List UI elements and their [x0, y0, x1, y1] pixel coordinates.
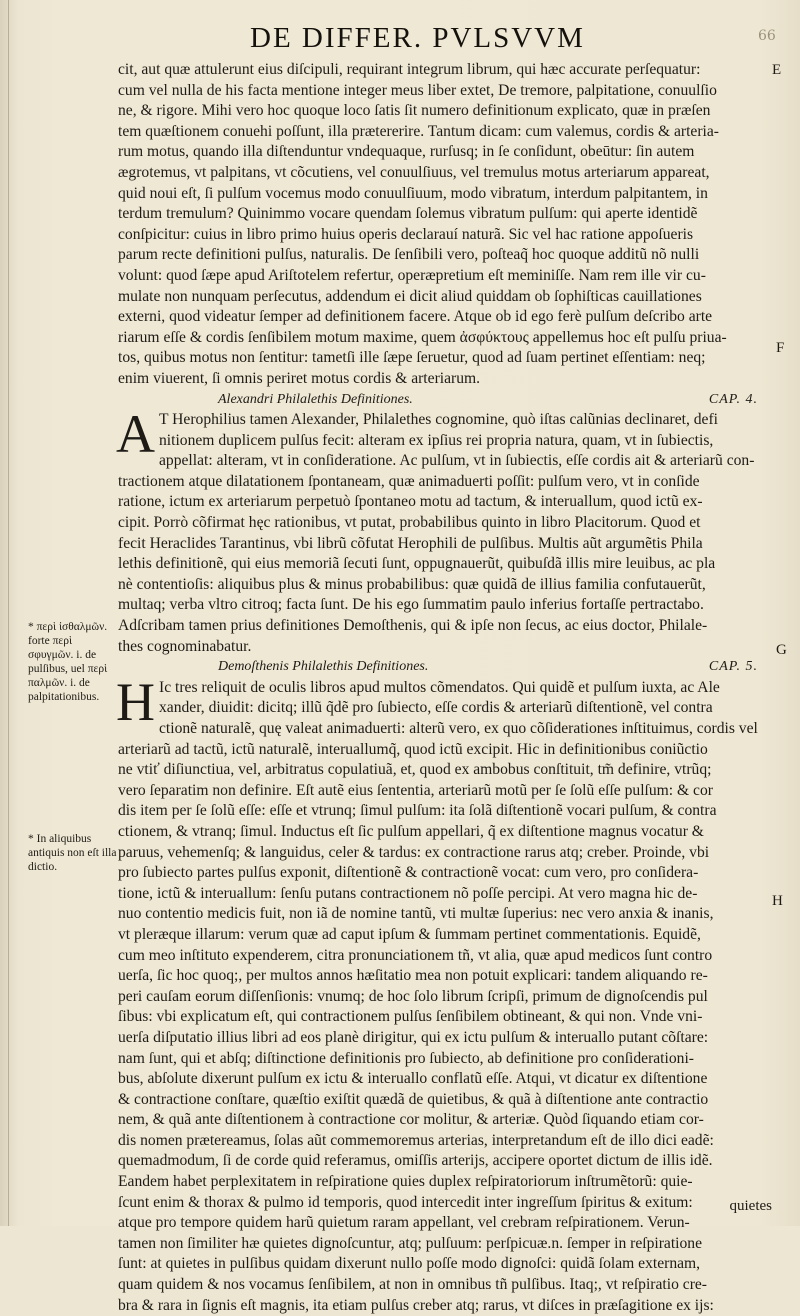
text-line: ſcunt enim & thorax & pulmo id temporis, quod intercedit inter ingreſſum ſpiritus & exitum:	[118, 1193, 693, 1211]
text-line: conſpicitur: cuius in libro primo huius operis declarauí naturã. Sic vel hac ratione appoſueris	[118, 225, 694, 243]
page-edge	[8, 0, 9, 1226]
text-line: Eandem habet perplexitatem in reſpiratione quies duplex reſpiratoriorum inſtrumẽtorũ: quie-	[118, 1173, 693, 1191]
text-line: dis item per ſe ſolũ eſſe: eſſe et vtrunq; ſimul pulſum: ita ſolã diſtentionẽ vocari pulſum, & contra	[118, 802, 717, 820]
text-line: vt pleræque illarum: verum quæ ad caput ipſum & ſummam pertinet commentationis. Equidẽ,	[118, 925, 701, 943]
text-line: nam ſunt, qui et abſq; diſtinctione definitionis pro ſubiecto, ab definitione pro conſiderationi-	[118, 1049, 694, 1067]
text-line: bus, abſolute dixerunt pulſum ex ictu & interuallo conflatũ eſſe. Atqui, vt dicatur ex diſtentione	[118, 1070, 708, 1088]
heading-demosthenes	[118, 657, 768, 678]
text-line: dis nomen prætereamus, ſolas aũt commemoremus arterias, interpretandum eſt de illo dici eadẽ:	[118, 1131, 714, 1149]
margin-letter-e: E	[772, 62, 782, 78]
text-line: atque pro tempore quidem harũ quietum raram appellant, vel crebram reſpirationem. Verun-	[118, 1214, 690, 1232]
text-line: vero ſeparatim non definire. Eſt autẽ eius ſententia, arteriarũ motũ per ſe ſolũ eſſe pulſum: & cor	[118, 781, 713, 799]
heading-alexander-cap: CAP. 4.	[708, 391, 758, 407]
text-line: nitionem duplicem pulſus fecit: alteram ex ipſius rei propria natura, quam, vt in ſubiectis,	[159, 431, 714, 449]
text-line: lethis definitionẽ, qui eius memoriã ſecuti ſunt, oppugnauerũt, quibuſdã illis mire leuibus, ac pla	[118, 555, 716, 573]
text-line: terdum tremulum? Quinimmo vocare quendam ſolemus vibratum pulſum: qui aperte identidẽ	[118, 205, 698, 223]
text-line: mulate non nunquam perſecutus, addendum ei dicit aliud quiddam ob ſophiſticas cauillationes	[118, 287, 702, 305]
text-line: cipit. Porrò cõfirmat hęc rationibus, vt putat, probabilibus quinto in libro Placitorum. Quod et	[118, 514, 701, 532]
text-line: quemadmodum, ſi de corde quid referamus, omiſſis arterijs, accipere oportet dictum de illis idẽ.	[118, 1152, 713, 1170]
margin-letter-f: F	[776, 340, 785, 356]
text-line: uerſa diſputatio illius libri ad eos planè dirigitur, qui ex ictu pulſum & interuallo putant cõſtare:	[118, 1028, 709, 1046]
heading-alexander	[118, 390, 768, 411]
dropcap-h: H	[116, 671, 155, 732]
text-line: fecit Heraclides Tarantinus, vbi librũ cõfutat Herophili de pulſibus. Multis aũt argumẽtis Phila	[118, 534, 703, 552]
text-line: tione, ictũ & interuallum: ſenſu putans contractionem nõ poſſe percipi. At vero magna hic de-	[118, 884, 698, 902]
text-line: cum vel nulla de his facta mentione integer meus liber extet, De tremore, palpitatione, conuulſio	[118, 81, 717, 99]
text-line: cit, aut quæ attulerunt eius diſcipuli, requirant integrum librum, qui hæc accurate perſequatur:	[118, 61, 701, 78]
margin-note-1: * περὶ ἰσθαλμῶν. forte περὶ σφυγμῶν. i. de pulſibus, uel περὶ παλμῶν. i. de palpitationibus.	[28, 621, 108, 703]
text-line: & contractione conſtare, quæſtio exiſtit quædã de quietibus, & quã à diſtentione ante contractio	[118, 1090, 709, 1108]
text-line: cum meo inſtituto expenderem, citra pronunciationem tñ, vt alia, quæ apud medicos ſunt contro	[118, 946, 713, 964]
margin-letter-g: G	[776, 642, 787, 658]
text-line: ne, & rigore. Mihi vero hoc quoque loco ſatis ſit numero definitionum explicato, quæ in præſen	[118, 102, 711, 120]
text-line: parum recte definitioni pulſus, naturalis. De ſenſibili vero, poſteaq̃ hoc quoque additũ nõ nulli	[118, 246, 700, 264]
text-line: multaq; verba vltro citroq; facta ſunt. De his ego ſummatim paulo inferius fortaſſe pertractabo.	[118, 596, 704, 614]
body-text	[118, 60, 768, 1316]
text-line: ratione, ictum ex arteriarum perpetuò ſpontaneo motu ad tactum, & interuallum, quod ictũ ex-	[118, 493, 703, 511]
text-line: paruus, vehemenſq; & languidus, celer & tardus: ex contractione rarus atq; creber. Proinde, vbi	[118, 843, 710, 861]
text-line: nem, & quã ante diſtentionem à contractione cor molitur, & arteriæ. Quòd ſiquando etiam cor-	[118, 1111, 704, 1129]
text-line: bra & rara in ſignis eſt magnis, ita etiam pulſus creber atq; rarus, vt diſces in præſagitione ex ijs:	[118, 1296, 714, 1314]
text-line: riarum eſſe & cordis ſenſibilem motum maxime, quem ἀσφύκτους appellemus hoc eſt pulſu priua-	[118, 328, 727, 346]
text-line: tractionem atque dilatationem ſpontaneam, quæ animaduerti poſſit: pulſum vero, vt in conſide	[118, 472, 700, 490]
text-line: ſibus: vbi explicatum eſt, qui contractionem pulſus ſenſibilem obtineant, & qui non. Vnde vni-	[118, 1008, 703, 1026]
heading-demosthenes-title: Demoſthenis Philalethis Definitiones.	[218, 659, 429, 675]
text-line: uerſa, ſic hoc quoq;, per multos annos hæſitatio mea non potuit explicari: tandem aliquando re-	[118, 967, 708, 985]
text-line: quid noui eſt, ſi pulſum vocemus modo conuulſiuum, modo vibratum, interdum palpitantem, in	[118, 184, 708, 202]
text-line: rum motus, quando illa diſtenduntur vndequaque, rurſusq; in ſe conſidunt, obeūtur: ſin autem	[118, 143, 695, 161]
text-line: xander, diuidit: dicitq; illũ q̃dẽ pro ſubiecto, eſſe cordis & arteriarũ diſtentionẽ, vel contra	[159, 699, 713, 717]
text-line: nè contentioſis: aliquibus plus & minus probabilibus: quæ quidã de illius familia confutauerũt,	[118, 575, 706, 593]
text-line: nuo contentio medicis fuit, non iã de nomine tantũ, vti multæ ſuperius: nec vero anxia & inanis,	[118, 905, 714, 923]
heading-demosthenes-cap: CAP. 5.	[708, 659, 758, 675]
text-line: enim viuerent, ſi omnis periret motus cordis & arteriarum.	[118, 369, 481, 387]
text-line: volunt: quod ſæpe apud Ariſtotelem refertur, operæpretium eſt meminiſſe. Nam rem ille vir cu-	[118, 266, 706, 284]
running-head: DE DIFFER. PVLSVVM	[250, 22, 585, 54]
section-3	[116, 671, 768, 1316]
text-line: thes cognominabatur.	[118, 637, 252, 655]
dropcap-a: A	[116, 404, 155, 465]
text-line: ægrotemus, vt palpitans, vt cõcutiens, vel conuulſiuus, vel tremulus motus arteriarum appareat,	[118, 163, 710, 181]
text-line: pro ſubiecto partes pulſus exponit, diſtentionẽ & contractionẽ vocat: cum vero, pro conſidera-	[118, 864, 699, 882]
text-line: tem quæſtionem conuehi poſſunt, illa prætererire. Tantum dicam: cum valemus, cordis & arteria-	[118, 122, 719, 140]
margin-letter-h: H	[772, 893, 783, 909]
text-line: ctionẽ naturalẽ, quę valeat animaduerti: alterũ vero, ex quo cõſiderationes inſtituimus, cordis vel	[159, 720, 758, 737]
text-line: quam quidem & nos vocamus ſenſibilem, at non in omnibus tñ pulſibus. Itaq;, vt reſpiratio cre-	[118, 1276, 707, 1294]
section-2	[116, 404, 768, 657]
text-line: ctionem, & vtranq; ſimul. Inductus eſt ſic pulſum appellari, q̃ ex diſtentione magnus vocatur &	[118, 822, 704, 840]
text-line: ne vtiť diſiunctiua, vel, arbitratus copulatiuã, et, quod ex ambobus conſtituit, tm̃ definire, vtrũq;	[118, 761, 712, 779]
folio: 66	[758, 28, 776, 44]
catchword: quietes	[729, 1198, 772, 1214]
text-line: arteriarũ ad tactũ, ictũ naturalẽ, interuallumq̃, quod ictũ excipit. Hic in definitionibus coniũctio	[118, 740, 708, 758]
section-1	[118, 60, 768, 390]
text-line: peri cauſam eorum diſſenſionis: vnumq; de hoc ſolo librum ſcripſi, primum de dignoſcendis pul	[118, 987, 708, 1005]
text-line: Ic tres reliquit de oculis libros apud multos cõmendatos. Qui quidẽ et pulſum iuxta, ac Ale	[159, 678, 720, 696]
text-line: tamen non ſimiliter hæ quietes dignoſcuntur, atq; pulſuum: perſpicuæ.n. ſemper in reſpiratione	[118, 1234, 703, 1252]
text-line: ſunt: at quietes in pulſibus quidam dixerunt nullo poſſe modo dignoſci: quidã ſolam externam,	[118, 1255, 701, 1273]
text-line: externi, quod videatur ſemper ad definitionem facere. Atque ob id ego ferè pulſum deſcribo arte	[118, 308, 713, 326]
text-line: T Herophilius tamen Alexander, Philalethes cognomine, quò iſtas calũnias declinaret, defi	[159, 411, 719, 429]
text-line: Adſcribam tamen prius definitiones Demoſthenis, qui & ipſe non ſecus, ac eius doctor, Philale-	[118, 617, 708, 635]
text-line: tos, quibus motus non ſentitur: tametſi ille ſæpe ſeruetur, quod ad ſuam pertinet eſſentiam: neq;	[118, 349, 706, 367]
margin-note-2: * In aliquibus antiquis non eſt illa dictio.	[28, 833, 117, 873]
heading-alexander-title: Alexandri Philalethis Definitiones.	[218, 391, 413, 407]
text-line: appellat: alteram, vt in conſideratione. Ac pulſum, vt in ſubiectis, eſſe cordis ait & arteriarũ con-	[159, 452, 755, 470]
